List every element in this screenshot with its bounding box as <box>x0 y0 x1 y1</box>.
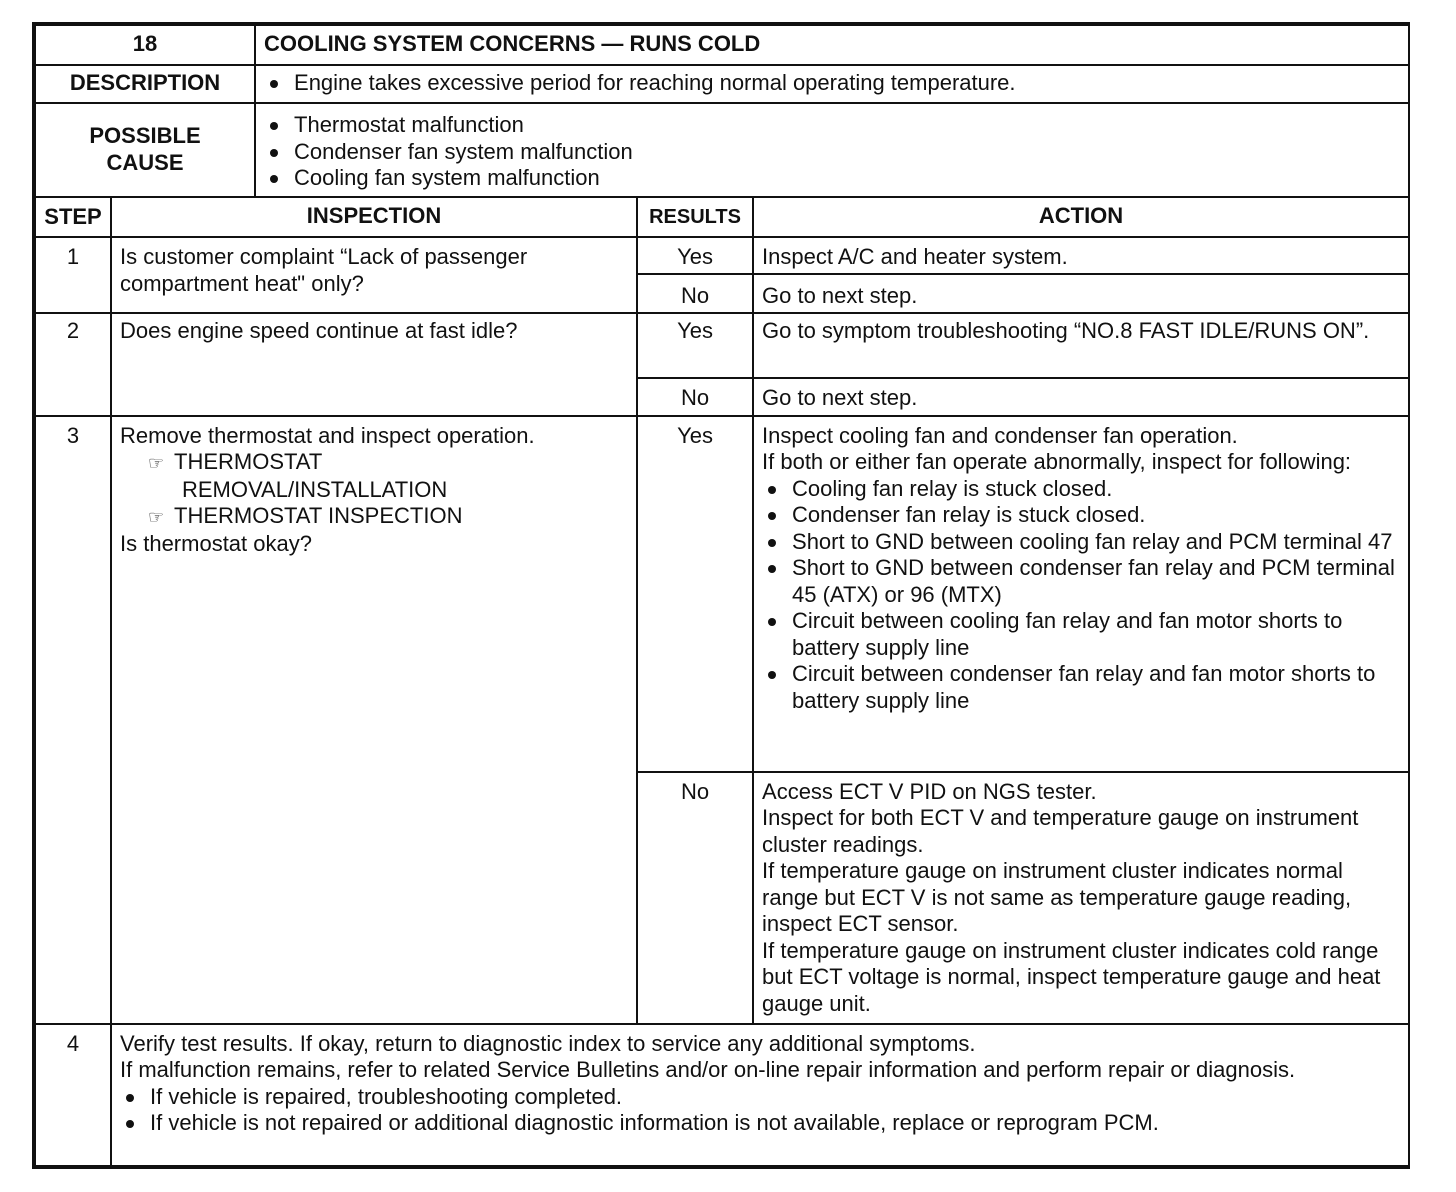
reference-text: THERMOSTAT <box>174 449 323 474</box>
action-list-item: Cooling fan relay is stuck closed. <box>762 476 1400 503</box>
troubleshooting-sheet <box>32 22 1410 1169</box>
step-result: Yes <box>637 416 753 772</box>
step-number: 1 <box>35 237 111 313</box>
instruction-list-item: If vehicle is repaired, troubleshooting completed. <box>120 1084 1400 1111</box>
column-header-results: RESULTS <box>637 197 753 237</box>
inspection-question: Is thermostat okay? <box>120 530 312 556</box>
column-header-step: STEP <box>35 197 111 237</box>
step-inspection: Is customer complaint “Lack of passenger compartment heat" only? <box>111 237 637 313</box>
description-cell <box>255 65 1409 103</box>
table-row <box>35 237 1409 274</box>
step-result: No <box>637 274 753 313</box>
action-list-item: Circuit between condenser fan relay and fan motor shorts to battery supply line <box>762 661 1400 714</box>
action-text: If temperature gauge on instrument cluster indicates normal range but ECT V is not same as temperature gauge reading, inspect ECT sensor. <box>762 858 1352 936</box>
reference-link-thermostat-removal[interactable] <box>120 449 628 477</box>
action-text: If both or either fan operate abnormally, inspect for following: <box>762 449 1352 474</box>
possible-cause-item: Cooling fan system malfunction <box>264 165 1400 192</box>
possible-cause-label <box>35 103 255 197</box>
reference-text-continued: REMOVAL/INSTALLATION <box>182 476 448 502</box>
step-action <box>753 772 1409 1024</box>
table-row <box>35 1024 1409 1166</box>
symptom-title: COOLING SYSTEM CONCERNS — RUNS COLD <box>255 25 1409 65</box>
troubleshooting-table <box>34 24 1410 1167</box>
possible-cause-cell <box>255 103 1409 197</box>
possible-cause-label-line2: CAUSE <box>106 149 184 175</box>
instruction-text: Verify test results. If okay, return to diagnostic index to service any additional symptoms. <box>120 1030 976 1056</box>
step-inspection: Does engine speed continue at fast idle? <box>111 313 637 416</box>
step-result: Yes <box>637 237 753 274</box>
step-action: Go to next step. <box>753 378 1409 416</box>
step-action: Go to next step. <box>753 274 1409 313</box>
pointing-hand-icon: ☞ <box>148 453 165 473</box>
action-list-item: Short to GND between condenser fan relay and PCM terminal 45 (ATX) or 96 (MTX) <box>762 555 1400 608</box>
description-label: DESCRIPTION <box>35 65 255 103</box>
step-action: Go to symptom troubleshooting “NO.8 FAST IDLE/RUNS ON”. <box>753 313 1409 378</box>
instruction-list-item: If vehicle is not repaired or additional diagnostic information is not available, replace or reprogram PCM. <box>120 1110 1400 1137</box>
symptom-number: 18 <box>35 25 255 65</box>
inspection-text: Remove thermostat and inspect operation. <box>120 422 535 448</box>
table-row <box>35 313 1409 378</box>
step-final-instructions <box>111 1024 1409 1166</box>
column-header-inspection: INSPECTION <box>111 197 637 237</box>
description-item: Engine takes excessive period for reaching normal operating temperature. <box>264 70 1400 97</box>
action-list <box>762 476 1400 715</box>
reference-text: THERMOSTAT INSPECTION <box>174 503 463 528</box>
reference-link-thermostat-inspection[interactable] <box>120 503 628 531</box>
step-number: 3 <box>35 416 111 1024</box>
step-action <box>753 416 1409 772</box>
step-number: 4 <box>35 1024 111 1166</box>
description-list <box>264 70 1400 97</box>
action-list-item: Short to GND between cooling fan relay and PCM terminal 47 <box>762 529 1400 556</box>
step-result: Yes <box>637 313 753 378</box>
action-list-item: Condenser fan relay is stuck closed. <box>762 502 1400 529</box>
action-text: Access ECT V PID on NGS tester. <box>762 778 1097 804</box>
step-number: 2 <box>35 313 111 416</box>
step-result: No <box>637 772 753 1024</box>
column-header-action: ACTION <box>753 197 1409 237</box>
possible-cause-label-line1: POSSIBLE <box>89 123 201 148</box>
action-text: Inspect cooling fan and condenser fan operation. <box>762 422 1238 448</box>
action-text: If temperature gauge on instrument cluster indicates cold range but ECT voltage is normal, inspect temperature gauge and heat gauge unit. <box>762 937 1381 1016</box>
possible-cause-list <box>264 112 1400 192</box>
action-list-item: Circuit between cooling fan relay and fan motor shorts to battery supply line <box>762 608 1400 661</box>
pointing-hand-icon: ☞ <box>148 507 165 527</box>
step-result: No <box>637 378 753 416</box>
instruction-text: If malfunction remains, refer to related Service Bulletins and/or on-line repair information and perform repair or diagnosis. <box>120 1057 1296 1082</box>
action-text: Inspect for both ECT V and temperature gauge on instrument cluster readings. <box>762 805 1359 857</box>
step-inspection <box>111 416 637 1024</box>
table-row <box>35 416 1409 772</box>
step-action: Inspect A/C and heater system. <box>753 237 1409 274</box>
possible-cause-item: Thermostat malfunction <box>264 112 1400 139</box>
instruction-list <box>120 1084 1400 1137</box>
possible-cause-item: Condenser fan system malfunction <box>264 139 1400 166</box>
